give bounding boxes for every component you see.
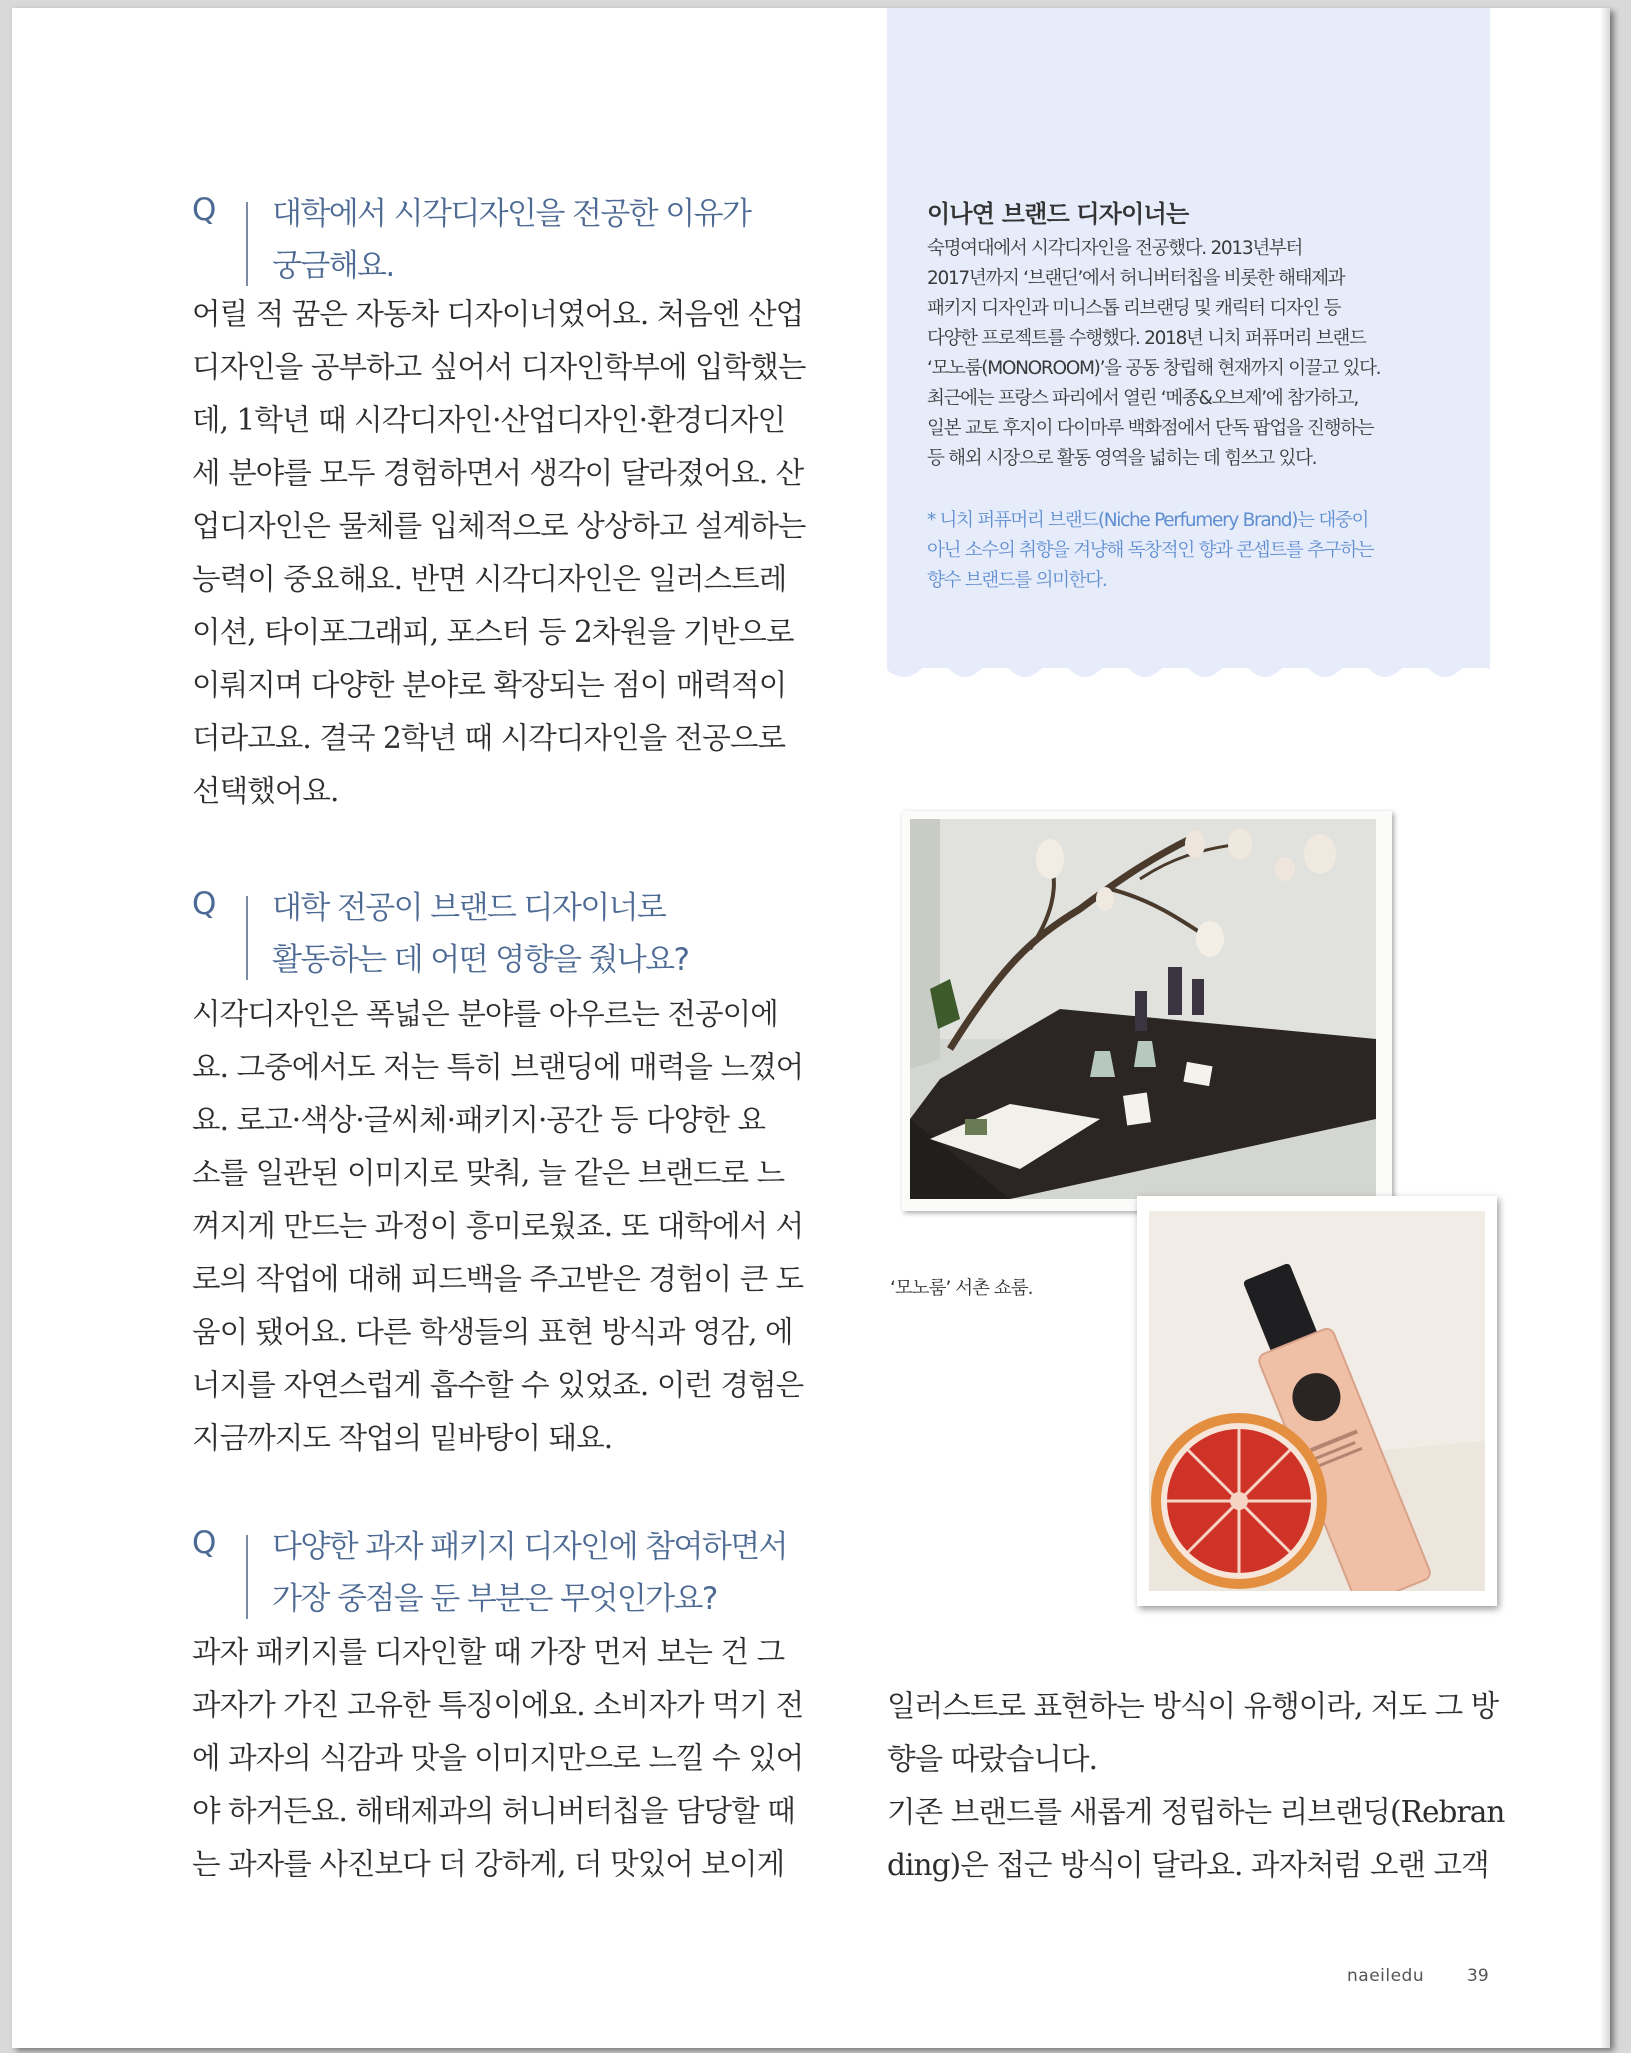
profile-body: 숙명여대에서 시각디자인을 전공했다. 2013년부터 2017년까지 ‘브랜딘’에서 허니버터칩을 비롯한 해태제과 패키지 디자인과 미니스톱 리브랜딩 및 캐릭터 디자인 등 다양한 프로젝트를 수행했다. 2018년 니치 퍼퓨머리 브랜드 ‘모노룸(MONOROOM)’을 공동 창립해 현재까지 이끌고 있다. 최근에는 프랑스 파리에서 열린 ‘메종&오브제’에 참가하고, 일본 교토 후지이 다이마루 백화점에서 단독 팝업을 진행하는 등 해외 시장으로 활동 영역을 넓히는 데 힘쓰고 있다. bbox=[927, 238, 1381, 469]
footer-brand: naeiledu bbox=[1347, 1966, 1425, 1986]
q-divider bbox=[246, 1535, 248, 1619]
photo-caption: ‘모노룸’ 서촌 쇼룸. bbox=[890, 1278, 1033, 1299]
profile-box bbox=[887, 8, 1490, 668]
q-divider bbox=[246, 896, 248, 980]
perfume-photo bbox=[1137, 1196, 1497, 1606]
question-3-text: 다양한 과자 패키지 디자인에 참여하면서 가장 중점을 둔 부분은 무엇인가요? bbox=[272, 1529, 787, 1617]
page-edge bbox=[1600, 8, 1610, 2048]
answer-3-continued: 일러스트로 표현하는 방식이 유행이라, 저도 그 방 향을 따랐습니다. 기존 브랜드를 새롭게 정립하는 리브랜딩(Rebran ding)은 접근 방식이 달라요. 과자처럼 오랜 고객 bbox=[887, 1689, 1505, 1882]
showroom-photo bbox=[902, 811, 1392, 1211]
profile-footnote: * 니치 퍼퓨머리 브랜드(Niche Perfumery Brand)는 대중이 아닌 소수의 취향을 겨냥해 독창적인 향과 콘셉트를 추구하는 향수 브랜드를 의미한다. bbox=[927, 510, 1374, 591]
showroom-image bbox=[910, 819, 1376, 1199]
perfume-image bbox=[1149, 1211, 1485, 1591]
q-divider bbox=[246, 202, 248, 286]
q-mark: Q bbox=[192, 192, 217, 228]
profile-title: 이나연 브랜드 디자이너는 bbox=[927, 200, 1189, 228]
profile-wave-edge bbox=[887, 648, 1490, 688]
answer-2: 시각디자인은 폭넓은 분야를 아우르는 전공이에 요. 그중에서도 저는 특히 브랜딩에 매력을 느꼈어 요. 로고·색상·글씨체·패키지·공간 등 다양한 요 소를 일관된 이미지로 맞춰, 늘 같은 브랜드로 느 껴지게 만드는 과정이 흥미로웠죠. 또 대학에서 서 로의 작업에 대해 피드백을 주고받은 경험이 큰 도 움이 됐어요. 다른 학생들의 표현 방식과 영감, 에 너지를 자연스럽게 흡수할 수 있었죠. 이런 경험은 지금까지도 작업의 밑바탕이 돼요. bbox=[192, 997, 804, 1455]
question-3 bbox=[192, 1525, 812, 1615]
answer-1: 어릴 적 꿈은 자동차 디자이너였어요. 처음엔 산업 디자인을 공부하고 싶어서 디자인학부에 입학했는 데, 1학년 때 시각디자인·산업디자인·환경디자인 세 분야를 모두 경험하면서 생각이 달라졌어요. 산 업디자인은 물체를 입체적으로 상상하고 설계하는 능력이 중요해요. 반면 시각디자인은 일러스트레 이션, 타이포그래피, 포스터 등 2차원을 기반으로 이뤄지며 다양한 분야로 확장되는 점이 매력적이 더라고요. 결국 2학년 때 시각디자인을 전공으로 선택했어요. bbox=[192, 297, 806, 808]
question-1-text: 대학에서 시각디자인을 전공한 이유가 궁금해요. bbox=[272, 196, 751, 284]
question-2 bbox=[192, 886, 812, 976]
magazine-page bbox=[12, 8, 1610, 2048]
question-2-text: 대학 전공이 브랜드 디자이너로 활동하는 데 어떤 영향을 줬나요? bbox=[272, 890, 689, 978]
question-1 bbox=[192, 192, 812, 282]
answer-3: 과자 패키지를 디자인할 때 가장 먼저 보는 건 그 과자가 가진 고유한 특징이에요. 소비자가 먹기 전 에 과자의 식감과 맛을 이미지만으로 느낄 수 있어 야 하거든요. 해태제과의 허니버터칩을 담당할 때 는 과자를 사진보다 더 강하게, 더 맛있어 보이게 bbox=[192, 1635, 804, 1881]
page-number: 39 bbox=[1467, 1966, 1489, 1986]
q-mark: Q bbox=[192, 886, 217, 922]
q-mark: Q bbox=[192, 1525, 217, 1561]
